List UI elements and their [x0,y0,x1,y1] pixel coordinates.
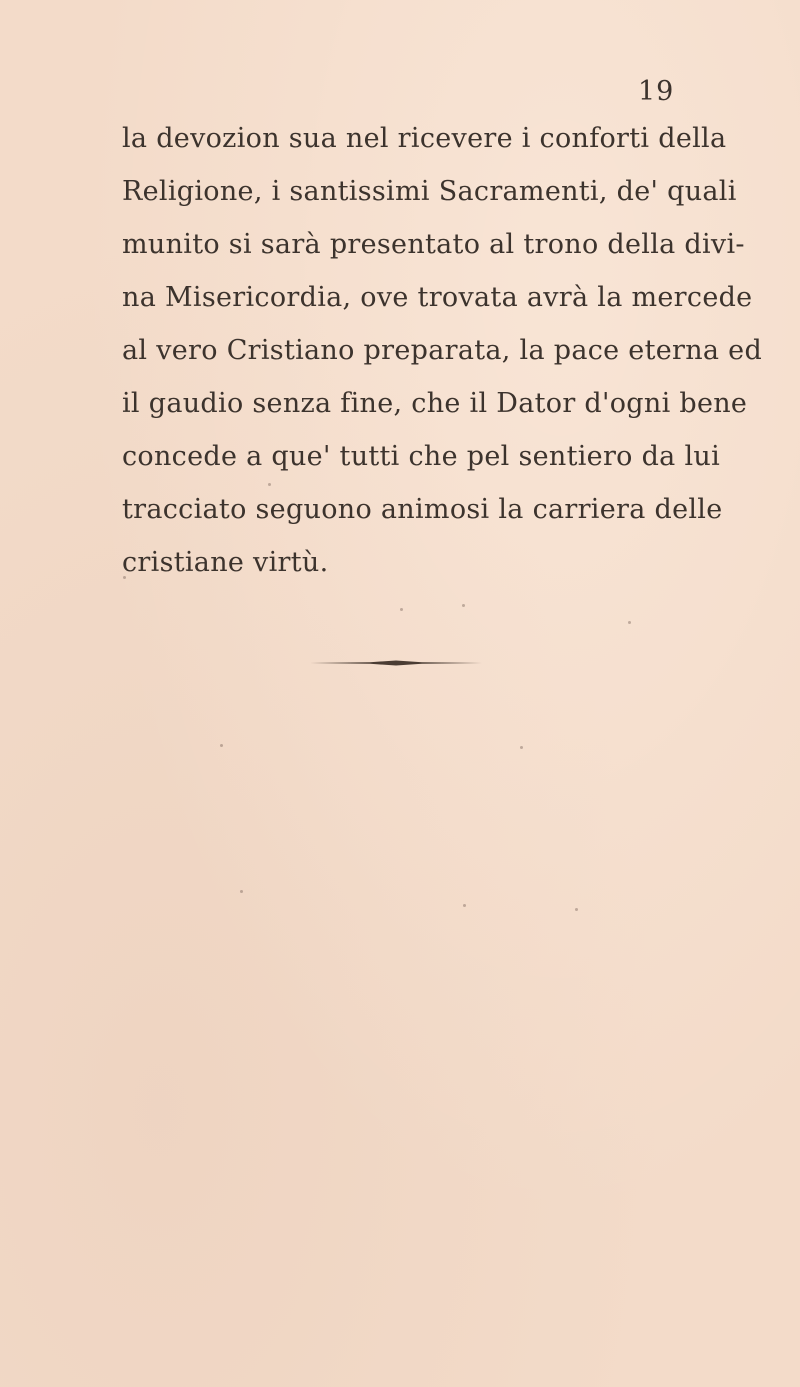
paper-speck [463,904,466,907]
paper-speck [520,746,523,749]
text-line: cristiane virtù. [122,547,329,578]
body-text [122,112,763,589]
paper-speck [268,483,271,486]
paper-speck [240,890,243,893]
paper-speck [220,744,223,747]
paper-speck [628,621,631,624]
paper-speck [123,576,126,579]
text-line: Religione, i santissimi Sacramenti, de' quali [122,176,737,207]
text-line: al vero Cristiano preparata, la pace eterna ed [122,335,763,366]
text-line: munito si sarà presentato al trono della divi- [122,229,745,260]
text-line: concede a que' tutti che pel sentiero da lui [122,441,721,472]
tapered-rule-divider-icon [310,659,482,667]
paper-speck [462,604,465,607]
text-line: na Misericordia, ove trovata avrà la mercede [122,282,753,313]
text-line: il gaudio senza fine, che il Dator d'ogni bene [122,388,748,419]
text-line: tracciato seguono animosi la carriera delle [122,494,723,525]
paper-speck [575,908,578,911]
text-line: la devozion sua nel ricevere i conforti della [122,123,727,154]
paper-speck [400,608,403,611]
page-number: 19 [638,76,675,107]
